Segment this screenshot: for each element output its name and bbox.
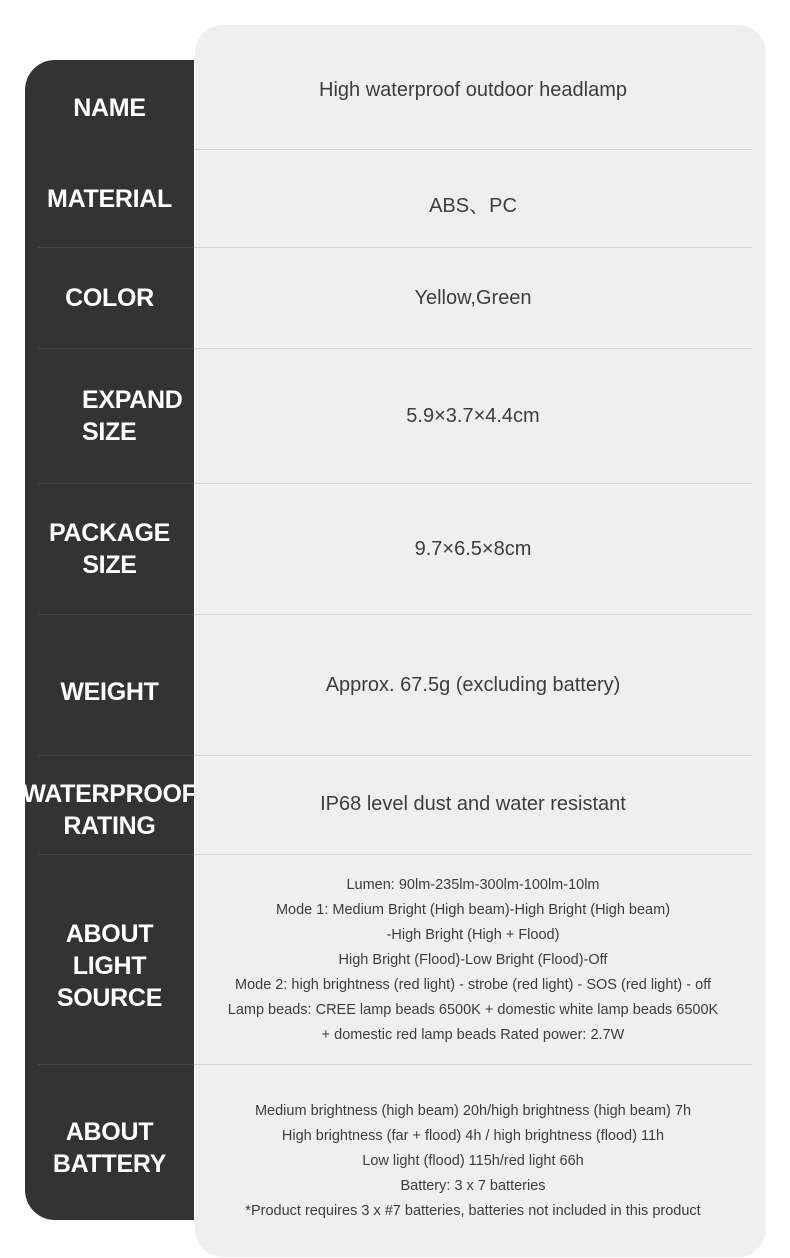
row-label-line: SIZE bbox=[82, 551, 137, 579]
row-value-line: Lumen: 90lm-235lm-300lm-100lm-10lm bbox=[346, 877, 600, 893]
row-label bbox=[25, 248, 194, 348]
row-label-text: MATERIAL bbox=[47, 185, 172, 213]
row-label-text: COLOR bbox=[65, 284, 154, 312]
row-label bbox=[25, 615, 194, 755]
row-value-text: Approx. 67.5g (excluding battery) bbox=[325, 673, 621, 696]
row-label-line: ABOUT bbox=[65, 919, 154, 948]
row-label bbox=[25, 855, 194, 1064]
row-value-text: 9.7×6.5×8cm bbox=[414, 537, 532, 560]
row-value bbox=[194, 248, 752, 348]
row-label-line: LIGHT SOURCE bbox=[56, 951, 163, 1012]
row-value bbox=[194, 349, 752, 483]
row-value-line: *Product requires 3 x #7 batteries, batteries not included in this product bbox=[245, 1202, 701, 1219]
row-value-line: Medium brightness (high beam) 20h/high brightness (high beam) 7h bbox=[254, 1102, 692, 1119]
row-value bbox=[194, 756, 752, 854]
row-label bbox=[25, 484, 194, 614]
row-value-line: -High Bright (High + Flood) bbox=[386, 927, 560, 943]
spec-row-material bbox=[25, 150, 752, 248]
row-label-line: ABOUT bbox=[65, 1117, 154, 1146]
row-label-line: BATTERY bbox=[52, 1149, 167, 1178]
row-label bbox=[25, 1065, 194, 1220]
row-value-line: High Bright (Flood)-Low Bright (Flood)-Off bbox=[338, 952, 608, 968]
spec-row-waterproof-rating bbox=[22, 756, 752, 854]
row-value-line: + domestic red lamp beads Rated power: 2.7W bbox=[321, 1027, 625, 1043]
row-value-text: IP68 level dust and water resistant bbox=[320, 792, 626, 815]
row-value-line: Mode 2: high brightness (red light) - strobe (red light) - SOS (red light) - off bbox=[234, 977, 711, 993]
row-value-line: Lamp beads: CREE lamp beads 6500K + domestic white lamp beads 6500K bbox=[227, 1002, 719, 1018]
row-label bbox=[22, 756, 197, 854]
spec-row-battery bbox=[25, 1065, 752, 1245]
row-value-line: Low light (flood) 115h/red light 66h bbox=[362, 1152, 584, 1169]
row-value bbox=[194, 150, 752, 248]
row-label-line: EXPAND bbox=[82, 386, 183, 414]
spec-row-color bbox=[25, 248, 752, 348]
row-value-text: Yellow,Green bbox=[414, 286, 532, 309]
row-value bbox=[194, 855, 752, 1064]
row-label bbox=[25, 60, 194, 150]
row-value bbox=[194, 1065, 752, 1245]
spec-row-package-size bbox=[25, 484, 752, 614]
spec-row-weight bbox=[25, 615, 752, 755]
row-value-line: High brightness (far + flood) 4h / high brightness (flood) 11h bbox=[281, 1127, 665, 1144]
row-label-line: RATING bbox=[63, 812, 156, 840]
row-label-line: PACKAGE bbox=[48, 519, 171, 547]
row-label bbox=[25, 150, 194, 248]
row-value-text: High waterproof outdoor headlamp bbox=[319, 79, 627, 101]
row-label-line: WATERPROOF bbox=[22, 780, 197, 808]
row-label bbox=[25, 349, 194, 483]
row-value-text: ABS、PC bbox=[429, 194, 517, 217]
row-value bbox=[194, 615, 752, 755]
spec-row-name bbox=[25, 60, 752, 150]
row-label-text: WEIGHT bbox=[60, 678, 159, 706]
row-value bbox=[194, 484, 752, 614]
row-value bbox=[194, 60, 752, 150]
row-value-line: Battery: 3 x 7 batteries bbox=[400, 1177, 546, 1194]
row-label-line: SIZE bbox=[82, 418, 137, 446]
row-value-line: Mode 1: Medium Bright (High beam)-High Bright (High beam) bbox=[275, 902, 671, 918]
spec-row-expand-size bbox=[25, 349, 752, 483]
row-label-text: NAME bbox=[73, 94, 146, 122]
spec-row-light-source bbox=[25, 855, 752, 1064]
row-value-text: 5.9×3.7×4.4cm bbox=[406, 404, 540, 427]
